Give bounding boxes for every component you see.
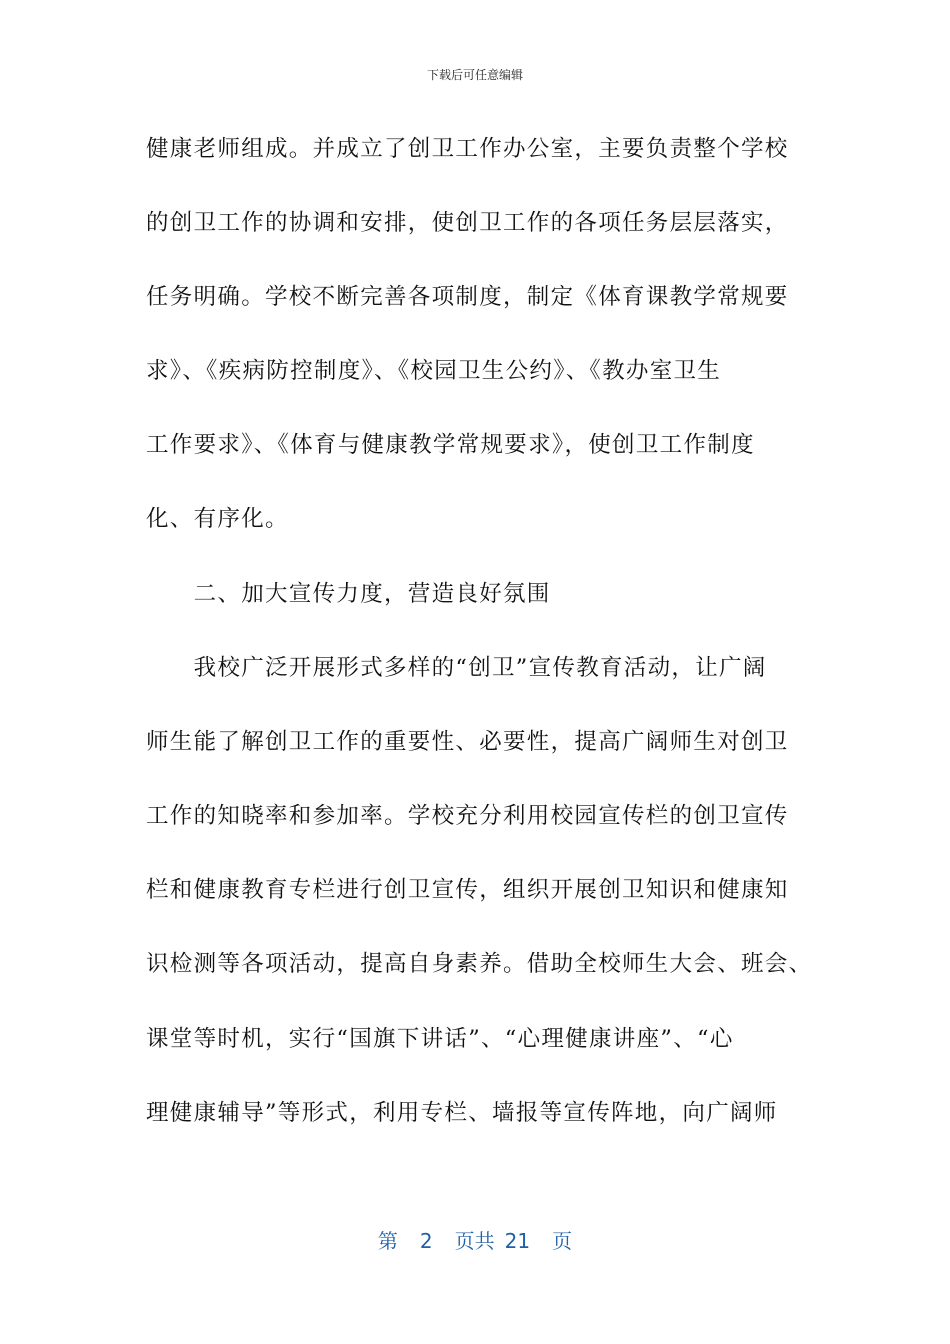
body-line-1: 健康老师组成。并成立了创卫工作办公室，主要负责整个学校 — [146, 136, 789, 162]
body-line-13: 课堂等时机，实行“国旗下讲话”、“心理健康讲座”、“心 — [146, 1026, 734, 1052]
body-line-9: 师生能了解创卫工作的重要性、必要性，提高广阔师生对创卫 — [146, 729, 789, 755]
body-line-3: 任务明确。学校不断完善各项制度，制定《体育课教学常规要 — [146, 284, 789, 310]
body-line-12: 识检测等各项活动，提高自身素养。借助全校师生大会、班会、 — [146, 951, 813, 977]
body-line-8: 我校广泛开展形式多样的“创卫”宣传教育活动，让广阔 — [146, 655, 767, 681]
body-line-14: 理健康辅导”等形式，利用专栏、墙报等宣传阵地，向广阔师 — [146, 1100, 778, 1126]
footer-middle: 页共 — [454, 1229, 495, 1253]
page-header: 下载后可任意编辑 — [426, 68, 523, 82]
body-line-2: 的创卫工作的协调和安排，使创卫工作的各项任务层层落实， — [146, 210, 789, 236]
body-line-5: 工作要求》、《体育与健康教学常规要求》，使创卫工作制度 — [146, 432, 755, 458]
footer-suffix: 页 — [552, 1229, 573, 1253]
body-line-11: 栏和健康教育专栏进行创卫宣传，组织开展创卫知识和健康知 — [146, 877, 789, 903]
body-line-10: 工作的知晓率和参加率。学校充分利用校园宣传栏的创卫宣传 — [146, 803, 789, 829]
total-pages-number: 21 — [504, 1229, 531, 1253]
footer-prefix: 第 — [377, 1229, 398, 1253]
section-heading: 二、加大宣传力度，营造良好氛围 — [146, 581, 551, 607]
page-footer — [0, 1225, 950, 1254]
current-page-number: 2 — [419, 1229, 433, 1253]
body-line-6: 化、有序化。 — [146, 506, 289, 532]
body-line-4: 求》、《疾病防控制度》、《校园卫生公约》、《教办室卫生 — [146, 358, 722, 384]
